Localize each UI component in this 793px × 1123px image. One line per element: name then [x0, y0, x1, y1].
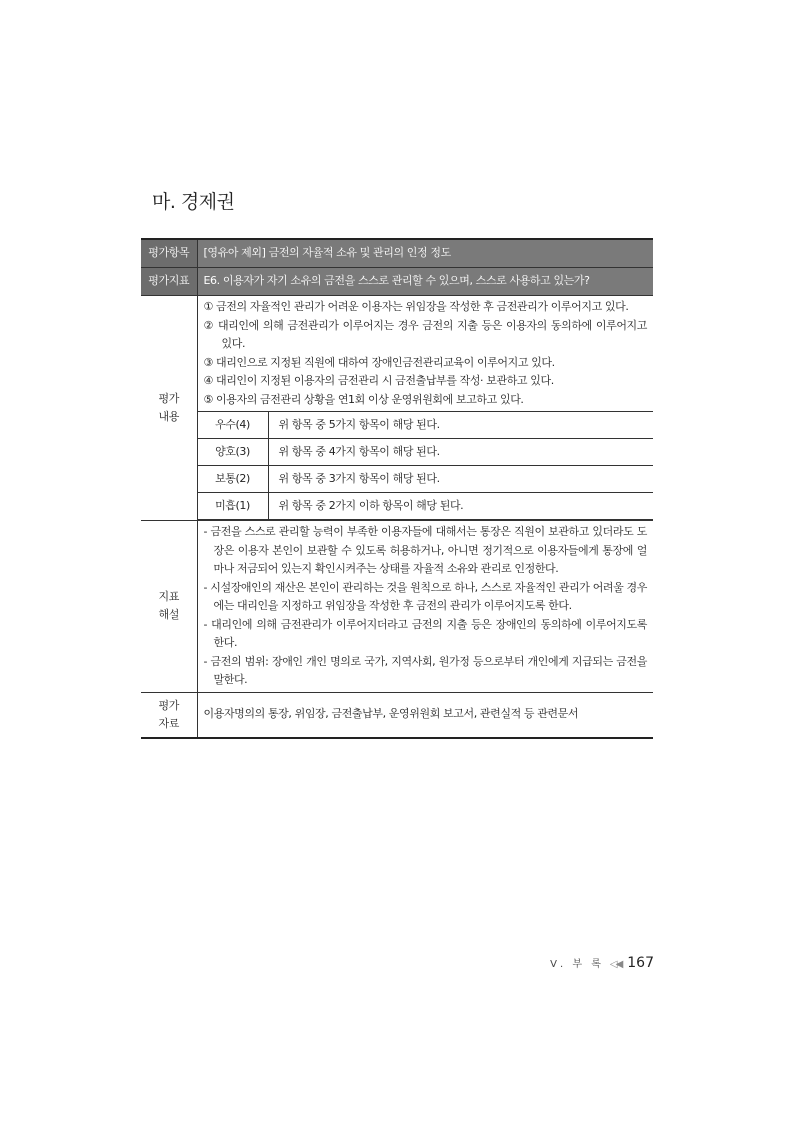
grade-row [198, 493, 654, 520]
page-footer [550, 955, 654, 971]
content-item: ④ 대리인이 지정된 이용자의 금전관리 시 금전출납부를 작성· 보관하고 있다. [203, 374, 554, 387]
grade-label: 보통(2) [198, 466, 269, 493]
grade-description: 위 항목 중 5가지 항목이 해당 된다. [268, 412, 653, 439]
eval-interpretation-label-line1: 지표 [158, 590, 179, 604]
content-item: ① 금전의 자율적인 관리가 어려운 이용자는 위임장을 작성한 후 금전관리가 이루어지고 있다. [203, 300, 629, 313]
eval-content-list [198, 296, 654, 411]
grade-row [198, 439, 654, 466]
eval-material-label [141, 692, 197, 738]
eval-content-label [141, 296, 197, 521]
page-number: 167 [627, 955, 654, 971]
grade-description: 위 항목 중 4가지 항목이 해당 된다. [268, 439, 653, 466]
eval-content-row [141, 296, 653, 521]
footer-arrows-icon: ◁◀ [609, 959, 622, 970]
eval-material-value: 이용자명의의 통장, 위임장, 금전출납부, 운영위원회 보고서, 관련실적 등 관련문서 [197, 692, 653, 738]
eval-content-cell [197, 296, 653, 521]
grade-label: 양호(3) [198, 439, 269, 466]
eval-interpretation-label [141, 521, 197, 693]
interpretation-item: - 금전을 스스로 관리할 능력이 부족한 이용자들에 대해서는 통장은 직원이 보관하고 있더라도 도장은 이용자 본인이 보관할 수 있도록 허용하거나, 아니면 정기적으로 이용자들에게 통장에 얼마나 저금되어 있는지 확인시켜주는 상태를 자율적 소유와 관리로 인정한다. [203, 525, 647, 575]
eval-material-row [141, 692, 653, 738]
content-item: ⑤ 이용자의 금전관리 상황을 연1회 이상 운영위원회에 보고하고 있다. [203, 392, 524, 406]
eval-content-label-line2: 내용 [158, 410, 179, 423]
grade-description: 위 항목 중 3가지 항목이 해당 된다. [268, 466, 653, 493]
grade-label: 미흡(1) [198, 493, 269, 520]
grade-description: 위 항목 중 2가지 이하 항목이 해당 된다. [268, 493, 653, 520]
content-item: ② 대리인에 의해 금전관리가 이루어지는 경우 금전의 지출 등은 이용자의 동의하에 이루어지고 있다. [203, 318, 647, 350]
grade-label: 우수(4) [198, 412, 269, 439]
eval-material-label-line1: 평가 [158, 698, 179, 712]
section-title: 마. 경제권 [152, 191, 235, 213]
eval-interpretation-label-line2: 해설 [158, 608, 179, 622]
footer-chapter: Ⅴ. 부 록 [550, 959, 604, 970]
eval-interpretation-cell [197, 521, 653, 693]
eval-item-row [141, 239, 653, 268]
interpretation-item: - 대리인에 의해 금전관리가 이루어지더라고 금전의 지출 등은 장애인의 동의하에 이루어지도록 한다. [203, 617, 647, 649]
interpretation-item: - 금전의 범위: 장애인 개인 명의로 국가, 지역사회, 원가정 등으로부터 개인에게 지급되는 금전을 말한다. [203, 654, 647, 686]
eval-indicator-label: 평가지표 [141, 268, 197, 296]
content-item: ③ 대리인으로 지정된 직원에 대하여 장애인금전관리교육이 이루어지고 있다. [203, 355, 555, 369]
eval-content-label-line1: 평가 [158, 392, 179, 405]
eval-indicator-row [141, 268, 653, 296]
interpretation-item: - 시설장애인의 재산은 본인이 관리하는 것을 원칙으로 하나, 스스로 자율적인 관리가 어려울 경우에는 대리인을 지정하고 위임장을 작성한 후 금전의 관리가 이루어지도록 한다. [203, 580, 647, 612]
eval-material-label-line2: 자료 [158, 716, 179, 730]
eval-interpretation-row [141, 521, 653, 693]
grade-table [198, 411, 654, 520]
eval-indicator-value: E6. 이용자가 자기 소유의 금전을 스스로 관리할 수 있으며, 스스로 사용하고 있는가? [197, 268, 653, 296]
eval-item-value: [영유아 제외] 금전의 자율적 소유 및 관리의 인정 정도 [197, 239, 653, 268]
grade-row [198, 466, 654, 493]
grade-row [198, 412, 654, 439]
eval-item-label: 평가항목 [141, 239, 197, 268]
evaluation-table [141, 238, 653, 739]
